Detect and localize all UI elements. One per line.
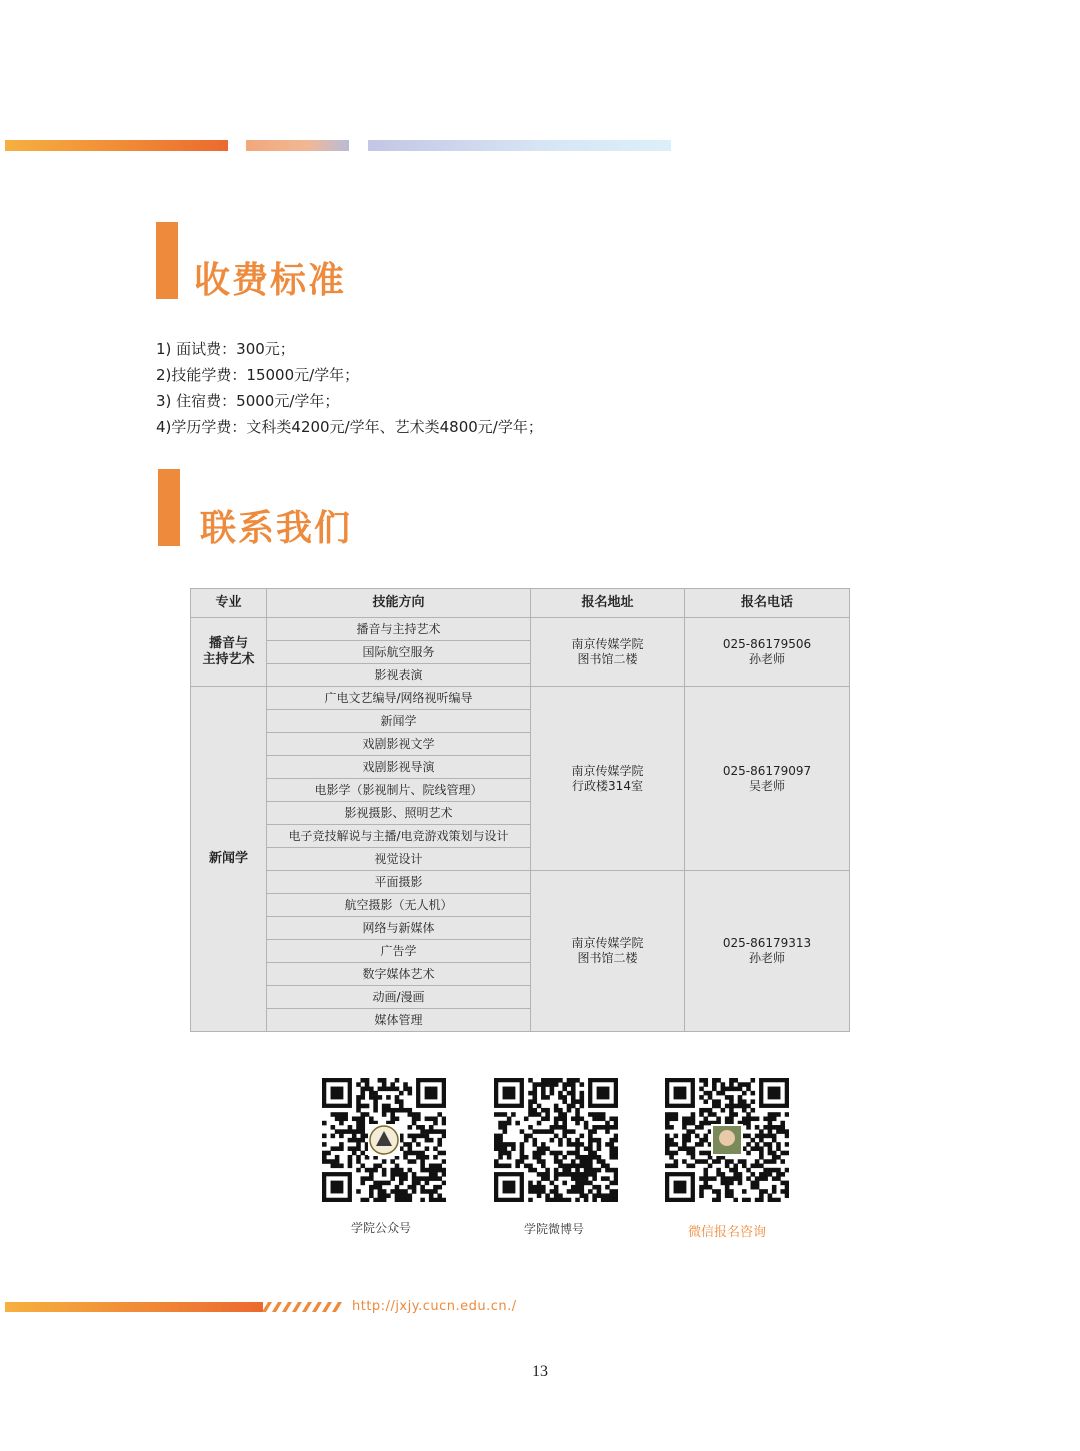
direction-cell: 平面摄影 bbox=[267, 871, 531, 894]
table-row bbox=[191, 687, 850, 710]
footer-stripes-decor bbox=[258, 1302, 344, 1312]
major-cell: 新闻学 bbox=[191, 687, 267, 1032]
avatar-photo-icon bbox=[711, 1124, 743, 1156]
direction-cell: 影视表演 bbox=[267, 664, 531, 687]
direction-cell: 航空摄影（无人机） bbox=[267, 894, 531, 917]
qr-caption-wechat: 学院公众号 bbox=[350, 1221, 411, 1235]
table-row bbox=[191, 871, 850, 894]
direction-cell: 广电文艺编导/网络视听编导 bbox=[267, 687, 531, 710]
direction-cell: 电影学（影视制片、院线管理） bbox=[267, 779, 531, 802]
direction-cell: 视觉设计 bbox=[267, 848, 531, 871]
section-title-contact: 联系我们 bbox=[200, 508, 353, 549]
college-seal-icon bbox=[368, 1124, 400, 1156]
direction-cell: 网络与新媒体 bbox=[267, 917, 531, 940]
fee-line-housing: 3) 住宿费：5000元/学年； bbox=[156, 392, 340, 410]
qr-code-college-weibo[interactable] bbox=[494, 1078, 618, 1202]
header-major: 专业 bbox=[191, 589, 267, 618]
phone-cell: 025-86179506 孙老师 bbox=[685, 618, 850, 687]
fee-line-interview: 1) 面试费：300元； bbox=[156, 340, 295, 358]
address-cell: 南京传媒学院 图书馆二楼 bbox=[531, 871, 685, 1032]
address-cell: 南京传媒学院 行政楼314室 bbox=[531, 687, 685, 871]
direction-cell: 戏剧影视文学 bbox=[267, 733, 531, 756]
header-phone: 报名电话 bbox=[685, 589, 850, 618]
top-decor-bar-blue bbox=[368, 140, 671, 151]
direction-cell: 播音与主持艺术 bbox=[267, 618, 531, 641]
top-decor-bar-peach bbox=[246, 140, 349, 151]
phone-cell: 025-86179313 孙老师 bbox=[685, 871, 850, 1032]
direction-cell: 影视摄影、照明艺术 bbox=[267, 802, 531, 825]
address-cell: 南京传媒学院 图书馆二楼 bbox=[531, 618, 685, 687]
direction-cell: 新闻学 bbox=[267, 710, 531, 733]
qr-caption-weibo: 学院微博号 bbox=[523, 1222, 584, 1236]
direction-cell: 动画/漫画 bbox=[267, 986, 531, 1009]
section-marker-fees bbox=[156, 222, 178, 299]
page-number: 13 bbox=[532, 1363, 548, 1380]
footer-url-link[interactable]: http://jxjy.cucn.edu.cn./ bbox=[352, 1299, 517, 1314]
top-decor-bar-orange bbox=[5, 140, 228, 151]
fee-line-tuition: 2)技能学费：15000元/学年； bbox=[156, 366, 360, 384]
qr-code-wechat-enrollment[interactable] bbox=[665, 1078, 789, 1202]
footer-decor-bar bbox=[5, 1302, 263, 1312]
phone-cell: 025-86179097 吴老师 bbox=[685, 687, 850, 871]
direction-cell: 数字媒体艺术 bbox=[267, 963, 531, 986]
header-address: 报名地址 bbox=[531, 589, 685, 618]
major-cell: 播音与 主持艺术 bbox=[191, 618, 267, 687]
qr-caption-enrollment: 微信报名咨询 bbox=[687, 1225, 766, 1240]
header-direction: 技能方向 bbox=[267, 589, 531, 618]
direction-cell: 广告学 bbox=[267, 940, 531, 963]
section-marker-contact bbox=[158, 469, 180, 546]
qr-code-college-wechat[interactable] bbox=[322, 1078, 446, 1202]
direction-cell: 媒体管理 bbox=[267, 1009, 531, 1032]
table-row bbox=[191, 618, 850, 641]
fee-line-degree: 4)学历学费：文科类4200元/学年、艺术类4800元/学年； bbox=[156, 418, 543, 436]
direction-cell: 戏剧影视导演 bbox=[267, 756, 531, 779]
contact-table bbox=[190, 588, 850, 1032]
section-title-fees: 收费标准 bbox=[194, 260, 347, 301]
direction-cell: 国际航空服务 bbox=[267, 641, 531, 664]
table-header-row bbox=[191, 589, 850, 618]
direction-cell: 电子竞技解说与主播/电竞游戏策划与设计 bbox=[267, 825, 531, 848]
